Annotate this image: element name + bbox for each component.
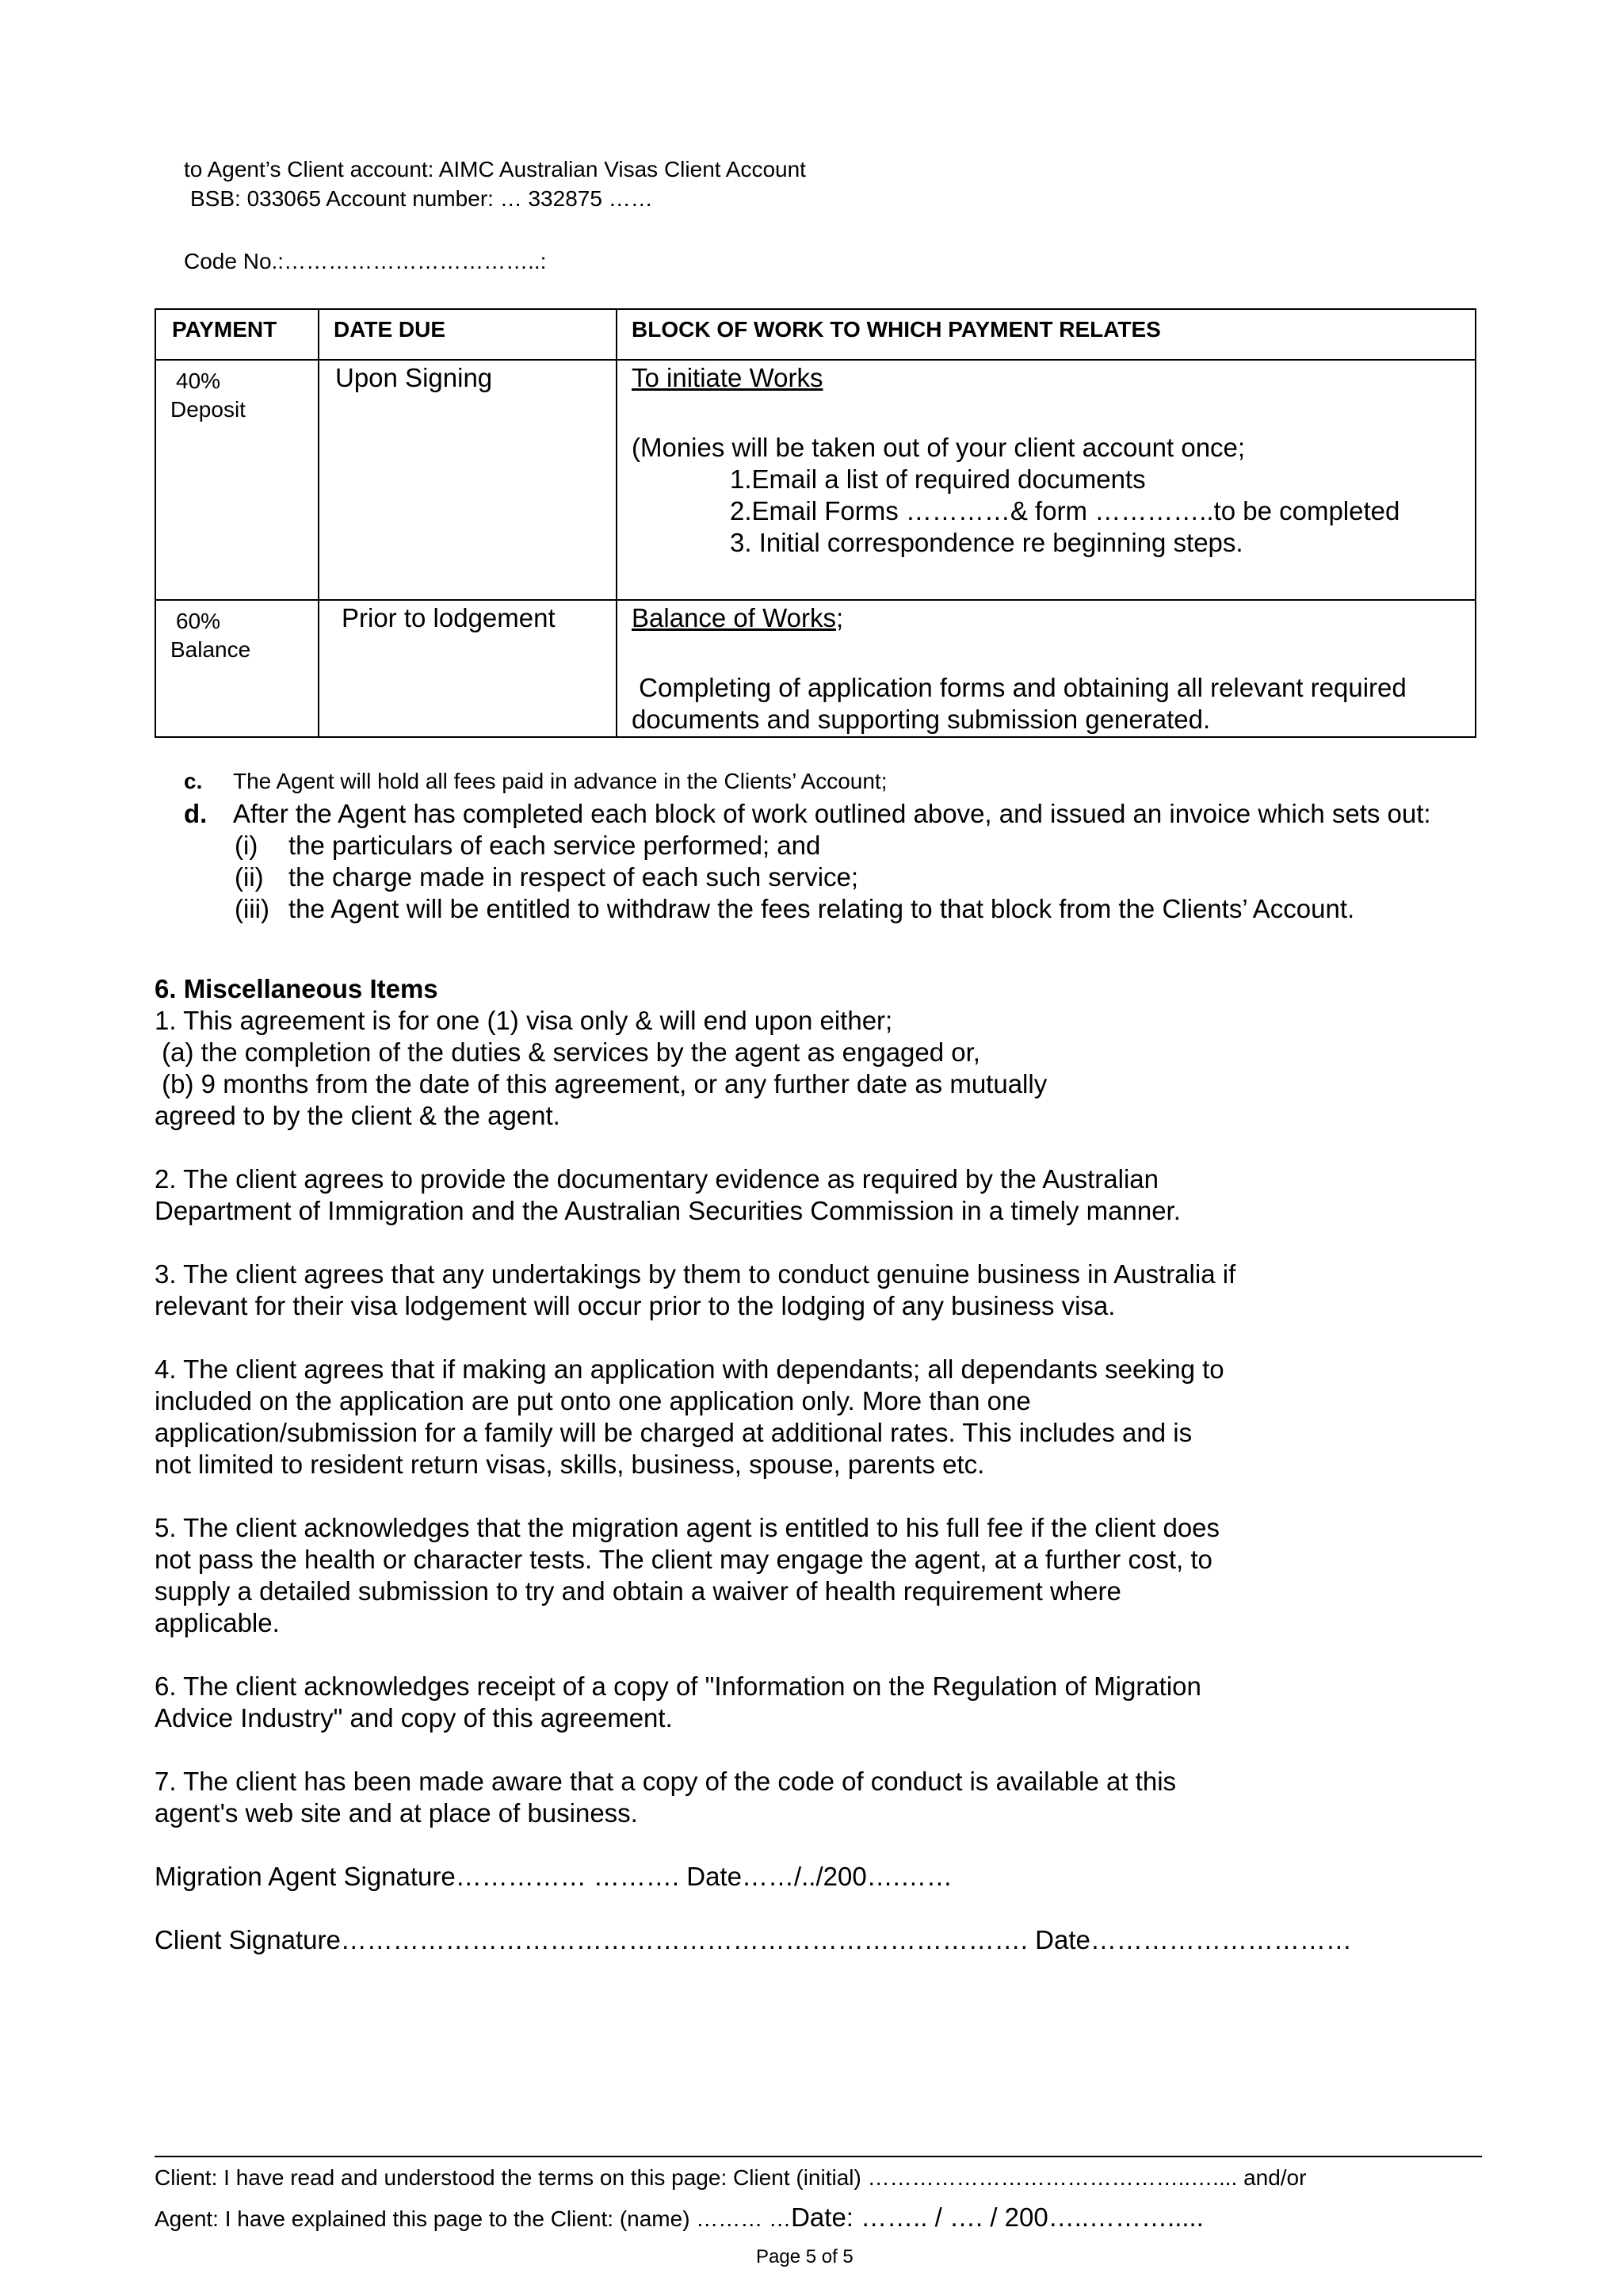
footer-agent-date: Date: …….. / …. / 200…..………..... [791, 2202, 1204, 2232]
footer-client-initial-line: Client: I have read and understood the terms on this page: Client (initial) ……………………………………..….... and/or [155, 2165, 1307, 2190]
client-account-line: to Agent’s Client account: AIMC Australian Visas Client Account [184, 157, 806, 181]
term-d-label: d. [184, 799, 208, 828]
block-line: Completing of application forms and obtaining all relevant required [632, 673, 1407, 702]
misc-line: not pass the health or character tests. The client may engage the agent, at a further cost, to [155, 1545, 1212, 1574]
misc-line: agreed to by the client & the agent. [155, 1101, 560, 1130]
payment-schedule-table [155, 308, 1476, 738]
footer-agent-line [155, 2202, 1204, 2235]
section-heading: 6. Miscellaneous Items [155, 974, 438, 1003]
term-c-text: The Agent will hold all fees paid in advance in the Clients’ Account; [233, 769, 888, 793]
table-row [155, 600, 1476, 737]
term-d-text: After the Agent has completed each block of work outlined above, and issued an invoice which sets out: [233, 799, 1431, 828]
sub-item-text: the particulars of each service performed; and [288, 831, 821, 860]
misc-line: (a) the completion of the duties & services by the agent as engaged or, [155, 1037, 980, 1067]
payment-label: Deposit [170, 397, 246, 422]
block-line: (Monies will be taken out of your client account once; [632, 433, 1246, 462]
footer-divider [155, 2156, 1482, 2157]
misc-item-2 [155, 1163, 1181, 1227]
payment-percent: 40% [176, 369, 221, 393]
page-number: Page 5 of 5 [756, 2246, 854, 2267]
misc-line: 3. The client agrees that any undertakings by them to conduct genuine business in Australia if [155, 1259, 1236, 1289]
misc-line: 4. The client agrees that if making an application with dependants; all dependants seeking to [155, 1354, 1224, 1384]
block-line: 1.Email a list of required documents [730, 464, 1146, 494]
sub-item-text: the Agent will be entitled to withdraw the fees relating to that block from the Clients’ Account. [288, 894, 1355, 923]
misc-line: Advice Industry" and copy of this agreement. [155, 1703, 673, 1733]
date-due: Prior to lodgement [342, 603, 556, 632]
misc-line: agent's web site and at place of business. [155, 1798, 638, 1828]
block-title-suffix: ; [836, 603, 844, 632]
header-payment: PAYMENT [172, 317, 277, 342]
block-line: 2.Email Forms …………& form …………..to be completed [730, 496, 1400, 525]
misc-line: applicable. [155, 1608, 280, 1637]
misc-line: Department of Immigration and the Australian Securities Commission in a timely manner. [155, 1196, 1181, 1225]
misc-line: (b) 9 months from the date of this agreement, or any further date as mutually [155, 1069, 1048, 1098]
misc-item-5 [155, 1512, 1220, 1639]
payment-label: Balance [170, 637, 251, 662]
misc-item-7 [155, 1766, 1176, 1829]
client-signature-line: Client Signature……………………………………………………………………. Date………………………… [155, 1925, 1352, 1954]
sub-item-number: (i) [235, 831, 258, 860]
misc-line: 6. The client acknowledges receipt of a copy of "Information on the Regulation of Migration [155, 1671, 1201, 1701]
misc-item-4 [155, 1354, 1224, 1480]
misc-line: 5. The client acknowledges that the migration agent is entitled to his full fee if the client does [155, 1513, 1220, 1542]
bsb-account-line: BSB: 033065 Account number: … 332875 …… [190, 186, 653, 211]
misc-item-3 [155, 1259, 1235, 1322]
table-row [155, 360, 1476, 600]
sub-item-text: the charge made in respect of each such service; [288, 862, 859, 892]
table-header-row [155, 309, 1476, 360]
misc-line: application/submission for a family will be charged at additional rates. This includes and is [155, 1418, 1193, 1447]
misc-line: 2. The client agrees to provide the documentary evidence as required by the Australian [155, 1164, 1159, 1194]
misc-line: included on the application are put onto one application only. More than one [155, 1386, 1031, 1415]
sub-item-number: (iii) [235, 894, 269, 923]
block-title: Balance of Works [632, 603, 837, 632]
term-c-label: c. [184, 769, 203, 793]
header-block-of-work: BLOCK OF WORK TO WHICH PAYMENT RELATES [632, 317, 1161, 342]
misc-line: relevant for their visa lodgement will occur prior to the lodging of any business visa. [155, 1291, 1116, 1320]
payment-percent: 60% [176, 609, 221, 633]
misc-line: not limited to resident return visas, skills, business, spouse, parents etc. [155, 1450, 985, 1479]
agent-signature-line: Migration Agent Signature…………… ………. Date……/../200….…… [155, 1862, 953, 1891]
misc-item-1 [155, 1005, 1047, 1132]
misc-line: 1. This agreement is for one (1) visa only & will end upon either; [155, 1006, 893, 1035]
block-line: 3. Initial correspondence re beginning steps. [730, 528, 1243, 557]
misc-line: 7. The client has been made aware that a copy of the code of conduct is available at this [155, 1767, 1177, 1796]
block-line: documents and supporting submission generated. [632, 705, 1211, 734]
block-title: To initiate Works [632, 363, 823, 392]
misc-item-6 [155, 1671, 1201, 1734]
header-date-due: DATE DUE [334, 317, 446, 342]
sub-item-number: (ii) [235, 862, 264, 892]
code-number-line: Code No.:……………………………..: [184, 249, 547, 273]
date-due: Upon Signing [335, 363, 493, 392]
misc-line: supply a detailed submission to try and obtain a waiver of health requirement where [155, 1576, 1121, 1606]
footer-agent-prefix: Agent: I have explained this page to the Client: (name) ……… … [155, 2206, 792, 2231]
